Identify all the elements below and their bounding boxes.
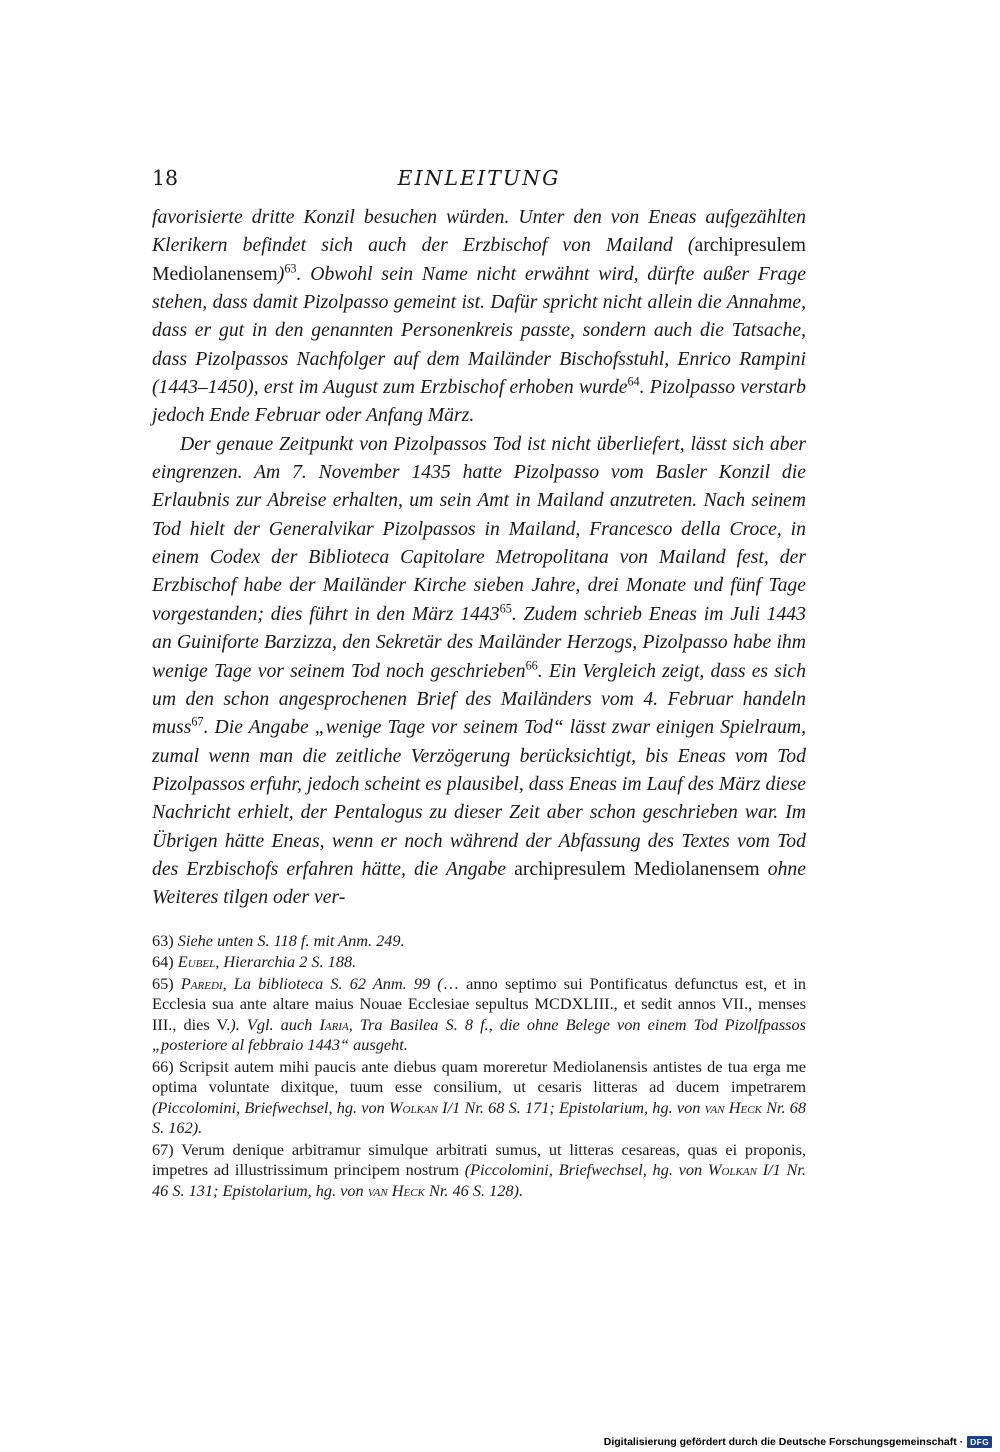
text-span: . Ein Vergleich zeigt, dass es sich um den schon angesprochenen Brief des Mailänders vom 4. Februar handeln muss [152, 659, 806, 739]
footnote-66 [152, 1057, 806, 1139]
latin-quote: … anno septimo sui Pontificatus defunctus est, et in Ecclesia sua ante altare maius Nouae Ecclesiae sepultus MCDXLIII., et sedit annos VII., menses III., dies V. [152, 973, 806, 1034]
author-name: van Heck [367, 1180, 425, 1200]
author-name: Eubel [177, 952, 216, 972]
text-span: . Zudem schrieb Eneas im Juli 1443 an Guiniforte Barzizza, den Sekretär des Mailänder Herzogs, Pizolpasso habe ihm wenige Tage vor seinem Tod noch geschrieben [152, 602, 806, 682]
footnote-text: , Hierarchia 2 S. 188. [215, 952, 357, 972]
author-name: van Heck [704, 1097, 762, 1117]
text-span: favorisierte dritte Konzil besuchen würden. Unter den von Eneas aufgezählten Klerikern befindet sich auch der Erzbischof von Mailand ( [152, 206, 806, 257]
footnote-ref-65[interactable]: 65 [499, 601, 512, 616]
text-span: ) [277, 262, 285, 285]
text-span: ohne Weiteres tilgen oder ver- [152, 857, 806, 909]
author-name: Wolkan [388, 1097, 438, 1117]
page-header [152, 165, 806, 191]
text-span: . Die Angabe „wenige Tage vor seinem Tod“ lässt zwar einigen Spielraum, zumal wenn man die zeitliche Verzögerung berücksichtigt, bis Eneas vom Tod Pizolpassos erfuhr, jedoch scheint es plausibel, dass Eneas im Lauf des März diese Nachricht erhielt, der Pentalogus zu dieser Zeit aber schon geschrieben war. Im Übrigen hätte Eneas, wenn er noch während der Abfassung des Textes vom Tod des Erzbischofs erfahren hätte, die Angabe [152, 716, 806, 880]
footnote-64 [152, 952, 806, 973]
author-name: Iaria [319, 1014, 349, 1034]
footnote-number: 67) [152, 1139, 174, 1159]
footnote-text: Nr. 46 S. 128). [424, 1180, 524, 1200]
footnote-text: I/1 Nr. 46 S. 131; Epistolarium, hg. von [152, 1160, 806, 1200]
paragraph-2 [152, 430, 806, 912]
paragraph-1 [152, 203, 806, 430]
text-span: . Pizolpasso verstarb jedoch Ende Februar oder Anfang März. [152, 376, 806, 427]
footnote-text: Nr. 68 S. 162). [152, 1097, 806, 1138]
footnote-ref-64[interactable]: 64 [627, 374, 640, 389]
footnote-text: , La biblioteca S. 62 Anm. 99 ( [222, 973, 443, 993]
latin-quote: archipresulem Mediolanensem [152, 234, 806, 285]
dfg-logo: DFG [967, 1436, 992, 1448]
footnote-ref-66[interactable]: 66 [525, 657, 538, 672]
footnote-67 [152, 1140, 806, 1202]
latin-quote: archipresulem Mediolanensem [514, 857, 760, 880]
footnote-text: , Tra Basilea S. 8 f., die ohne Belege von einem Tod Pizolfpassos „posteriore al febbraio 1443“ ausgeht. [152, 1014, 806, 1055]
footnote-number: 63) [152, 930, 174, 950]
footnote-text: I/1 Nr. 68 S. 171; Epistolarium, hg. von [437, 1097, 705, 1117]
footnote-text: (Piccolomini, Briefwechsel, hg. von [152, 1097, 389, 1117]
footnote-number: 64) [152, 952, 174, 972]
footnote-65 [152, 974, 806, 1056]
footnote-number: 65) [152, 973, 174, 993]
footnote-ref-67[interactable]: 67 [191, 714, 204, 729]
main-text [152, 203, 806, 912]
footnote-63 [152, 931, 806, 952]
page [152, 165, 806, 1202]
footnote-text: (Piccolomini, Briefwechsel, hg. von [458, 1160, 708, 1180]
author-name: Paredi [180, 973, 223, 993]
footnote-text: Siehe unten S. 118 f. mit Anm. 249. [177, 930, 405, 950]
latin-quote: Verum denique arbitramur simulque arbitrati sumus, ut litteras cesareas, quas ei proponis, impetres ad illustrissimum principem nostrum [152, 1139, 806, 1180]
footnotes [152, 931, 806, 1202]
author-name: Wolkan [707, 1160, 757, 1180]
latin-quote: Scripsit autem mihi paucis ante diebus quam moreretur Mediolanensis antistes de tua erga me optima voluntate dixitque, tuum esse consilium, ut cesaris litteras ad ducem impetrarem [152, 1056, 806, 1097]
text-span: . Obwohl sein Name nicht erwähnt wird, dürfte außer Frage stehen, dass damit Pizolpasso gemeint ist. Dafür spricht nicht allein die Annahme, dass er gut in den genannten Personenkreis passte, sondern auch die Tatsache, dass Pizolpassos Nachfolger auf dem Mailänder Bischofsstuhl, Enrico Rampini (1443–1450), erst im August zum Erzbischof erhoben wurde [152, 262, 806, 399]
page-number: 18 [152, 166, 179, 190]
footer-text: Digitalisierung gefördert durch die Deutsche Forschungsgemeinschaft · [603, 1436, 964, 1448]
digitization-footer [604, 1436, 992, 1448]
footnote-ref-63[interactable]: 63 [284, 261, 297, 276]
running-title: EINLEITUNG [397, 166, 561, 190]
footnote-number: 66) [152, 1056, 174, 1076]
footnote-text: ). Vgl. auch [230, 1014, 320, 1034]
text-span: Der genaue Zeitpunkt von Pizolpassos Tod ist nicht überliefert, lässt sich aber eingrenzen. Am 7. November 1435 hatte Pizolpasso vom Basler Konzil die Erlaubnis zur Abreise erhalten, um sein Amt in Mailand anzutreten. Nach seinem Tod hielt der Generalvikar Pizolpassos in Mailand, Francesco della Croce, in einem Codex der Biblioteca Capitolare Metropolitana von Mailand fest, der Erzbischof habe der Mailänder Kirche sieben Jahre, drei Monate und fünf Tage vorgestanden; dies führt in den März 1443 [152, 432, 806, 625]
